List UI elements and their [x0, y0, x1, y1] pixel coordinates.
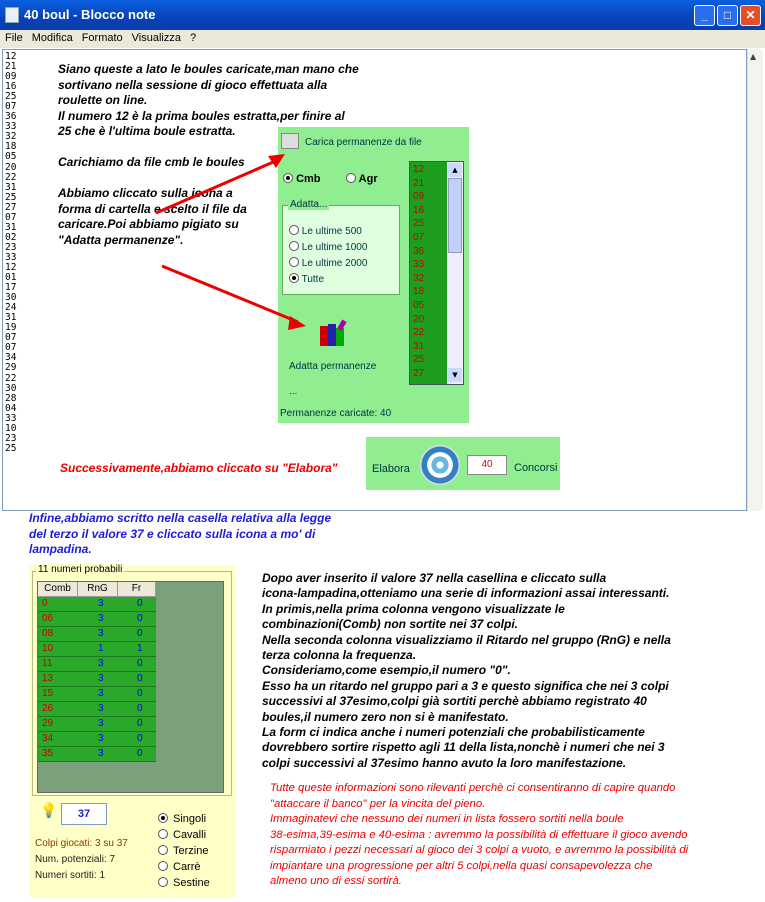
table-row[interactable] [38, 657, 223, 672]
table-row[interactable] [38, 732, 223, 747]
cell-fr: 0 [137, 598, 143, 609]
cell-fr: 0 [137, 733, 143, 744]
menu-formato[interactable]: Formato [81, 32, 123, 44]
number-line: 07 [5, 342, 17, 354]
intro-line: caricare.Poi abbiamo pigiato su [58, 217, 239, 231]
number-line: 28 [5, 392, 17, 404]
table-row[interactable] [38, 672, 223, 687]
list-item: 09 [413, 191, 425, 203]
cell-rng: 3 [98, 658, 104, 669]
loaded-count: Permanenze caricate: 40 [280, 408, 392, 419]
cell-rng: 3 [98, 748, 104, 759]
concorsi-label: Concorsi [514, 462, 558, 474]
cell-rng: 3 [98, 733, 104, 744]
intro-line: "Adatta permanenze". [58, 232, 184, 247]
list-item: 25 [413, 354, 425, 366]
col-comb[interactable]: Comb [38, 582, 78, 597]
numbers-column [5, 52, 25, 454]
list-item: 07 [413, 232, 425, 243]
explanation-line: colpi successivi al 37esimo hanno avuto la loro manifestazione. [262, 755, 627, 770]
radio-sestine[interactable] [158, 877, 210, 889]
number-line: 01 [5, 272, 17, 284]
red-notes-text [270, 781, 765, 890]
list-scrollbar[interactable] [447, 162, 463, 384]
explanation-line: boules,il numero zero non si è manifestato. [262, 709, 509, 724]
number-line: 36 [5, 111, 17, 123]
cell-rng: 3 [98, 598, 104, 609]
col-rng[interactable]: RnG [78, 582, 118, 597]
option-tutte[interactable]: Tutte [289, 273, 324, 285]
number-line: 24 [5, 302, 17, 314]
radio-circle [158, 861, 168, 871]
number-line: 07 [5, 211, 17, 223]
list-item: 16 [413, 204, 425, 216]
list-thumb[interactable] [448, 178, 462, 253]
red-line: Immaginatevi che nessuno dei numeri in lista fossero sortiti nella boule [270, 813, 624, 825]
radio-terzine[interactable] [158, 845, 208, 857]
form-group-label: 11 numeri probabili [38, 564, 123, 575]
list-item: 31 [413, 340, 425, 352]
cell-rng: 3 [98, 718, 104, 729]
cell-comb: 11 [42, 658, 53, 669]
number-line: 31 [5, 181, 17, 193]
radio-circle [158, 829, 168, 839]
cell-fr: 0 [137, 673, 143, 684]
cell-rng: 3 [98, 628, 104, 639]
number-line: 33 [5, 121, 17, 133]
number-line: 04 [5, 402, 17, 414]
radio-label: Cavalli [173, 829, 207, 841]
stat-line: Numeri sortiti: 1 [35, 870, 106, 881]
number-line: 29 [5, 362, 17, 374]
notepad-icon [5, 7, 19, 23]
number-line: 33 [5, 412, 17, 424]
red-line: risparmiato i pezzi necessari al gioco dei 3 colpi a vuoto, e avremmo la possibilità di [270, 844, 689, 856]
list-item: 22 [413, 327, 425, 339]
number-line: 23 [5, 241, 17, 253]
intro-line: Carichiamo da file cmb le boules [58, 155, 245, 169]
elabora-input[interactable]: 40 [467, 455, 507, 475]
radio-label: Carrè [173, 861, 201, 873]
list-item: 05 [413, 300, 425, 311]
step3-line: Infine,abbiamo scritto nella casella relativa alla legge [29, 511, 332, 525]
numbers-grid[interactable] [37, 581, 224, 793]
cell-comb: 10 [42, 643, 54, 654]
list-up-icon[interactable]: ▲ [448, 163, 462, 177]
number-line: 25 [5, 191, 17, 203]
number-line: 07 [5, 101, 17, 113]
table-row[interactable] [38, 612, 223, 627]
radio-label: Terzine [173, 845, 209, 857]
intro-line: Il numero 12 è la prima boules estratta,per finire al [58, 108, 345, 123]
red-line: almeno uno di essi sortirà. [270, 875, 402, 887]
close-button[interactable]: ✕ [740, 5, 761, 26]
maximize-button[interactable]: □ [717, 5, 738, 26]
cell-rng: 3 [98, 613, 104, 624]
red-line: impiantare una progressione per altri 5 colpi,nella quasi consapevolezza che [270, 859, 653, 872]
minimize-button[interactable]: _ [694, 5, 715, 26]
explanation-line: Esso ha un ritardo nel gruppo pari a 3 e questo significa che nei 3 colpi [262, 678, 669, 693]
list-item: 18 [413, 286, 425, 298]
number-line: 30 [5, 382, 17, 394]
red-line: "attaccare il banco" per la vincita del pieno. [270, 797, 486, 810]
option-500[interactable]: Le ultime 500 [289, 225, 362, 237]
list-item: 25 [413, 218, 425, 230]
option-2000[interactable]: Le ultime 2000 [289, 257, 367, 269]
cell-fr: 0 [137, 613, 143, 624]
number-line: 02 [5, 231, 17, 243]
arrow-head-icon [288, 316, 306, 330]
load-file-label[interactable]: Carica permanenze da file [305, 137, 422, 148]
ellipsis-label: ... [289, 386, 298, 397]
cell-comb: 34 [42, 733, 54, 744]
adapt-group-label: Adatta... [290, 199, 328, 210]
number-line: 25 [5, 442, 17, 454]
form-stats [35, 836, 128, 884]
number-line: 12 [5, 261, 17, 273]
cell-fr: 0 [137, 658, 143, 669]
cell-rng: 3 [98, 688, 104, 699]
option-1000[interactable]: Le ultime 1000 [289, 241, 367, 253]
explanation-line: combinazioni(Comb) non sortite nei 37 colpi. [262, 617, 519, 632]
arrow-head-icon [268, 154, 285, 168]
radio-circle [158, 813, 168, 823]
menu-help[interactable]: ? [190, 32, 197, 44]
window-title: 40 boul - Blocco note [24, 7, 156, 22]
number-line: 21 [5, 61, 17, 73]
cell-comb: 15 [42, 688, 54, 699]
radio-label: Singoli [173, 813, 207, 825]
arrows-overlay [150, 140, 340, 340]
table-row[interactable] [38, 747, 223, 762]
table-row[interactable] [38, 702, 223, 717]
number-line: 22 [5, 171, 17, 183]
cell-fr: 1 [137, 643, 143, 654]
title-bar [0, 0, 765, 30]
intro-line: 25 che è l'ultima boule estratta. [58, 124, 236, 138]
number-line: 18 [5, 141, 17, 153]
explanation-line: Consideriamo,come esempio,il numero "0". [262, 663, 511, 678]
table-row[interactable] [38, 597, 223, 612]
number-line: 31 [5, 221, 17, 233]
menu-file[interactable]: File [5, 32, 23, 44]
cell-fr: 0 [137, 628, 143, 639]
explanation-line: In primis,nella prima colonna vengono visualizzate le [262, 601, 565, 616]
list-item: 32 [413, 272, 425, 284]
table-row[interactable] [38, 627, 223, 642]
cell-comb: 06 [42, 613, 54, 624]
col-fr[interactable]: Fr [118, 582, 156, 597]
radio-cavalli[interactable] [158, 829, 206, 841]
explanation-line: terza colonna la frequenza. [262, 648, 417, 663]
table-row[interactable] [38, 642, 223, 657]
elabora-label[interactable]: Elabora [372, 463, 410, 475]
menu-visualizza[interactable]: Visualizza [131, 32, 181, 44]
step2-text: Successivamente,abbiamo cliccato su "Elabora" [60, 461, 338, 475]
number-line: 09 [5, 71, 17, 83]
number-line: 23 [5, 432, 17, 444]
menu-bar [0, 30, 765, 48]
step3-line: del terzo il valore 37 e cliccato sulla icona a mo' di [29, 526, 316, 541]
explanation-line: La form ci indica anche i numeri potenziali che probabilisticamente [262, 725, 645, 740]
explanation-line: Dopo aver inserito il valore 37 nella casellina e cliccato sulla [262, 571, 607, 585]
cell-rng: 3 [98, 673, 104, 684]
number-line: 22 [5, 372, 17, 384]
stat-line: Num. potenziali: 7 [35, 854, 116, 865]
table-row[interactable] [38, 717, 223, 732]
cell-rng: 1 [98, 643, 104, 654]
cell-comb: 29 [42, 718, 54, 729]
law-input[interactable]: 37 [61, 803, 107, 825]
radio-circle [158, 877, 168, 887]
cell-comb: 35 [42, 748, 54, 759]
number-line: 33 [5, 251, 17, 263]
red-line: Tutte queste informazioni sono rilevanti perchè ci consentiranno di capire quando [270, 782, 676, 794]
intro-line: sortivano nella sessione di gioco effettuata alla [58, 77, 328, 92]
intro-line: Siano queste a lato le boules caricate,man mano che [58, 62, 359, 76]
number-line: 19 [5, 322, 17, 334]
radio-label: Sestine [173, 877, 210, 889]
number-line: 27 [5, 201, 17, 213]
list-item: 21 [413, 177, 425, 189]
radio-singoli[interactable] [158, 813, 206, 825]
radio-agr[interactable]: Agr [346, 173, 378, 185]
cell-fr: 0 [137, 748, 143, 759]
number-line: 16 [5, 81, 17, 93]
number-line: 32 [5, 131, 17, 143]
step3-line: lampadina. [29, 542, 92, 556]
cell-comb: 0 [42, 598, 48, 609]
number-line: 30 [5, 292, 17, 304]
number-line: 10 [5, 422, 17, 434]
number-line: 20 [5, 161, 17, 173]
cell-comb: 08 [42, 628, 54, 639]
list-item: 20 [413, 313, 425, 325]
stat-line: Colpi giocati: 3 su 37 [35, 838, 128, 849]
number-line: 05 [5, 151, 17, 163]
cell-fr: 0 [137, 688, 143, 699]
editor-scrollbar[interactable] [747, 49, 763, 511]
cell-fr: 0 [137, 703, 143, 714]
explanation-line: dovrebbero sortire rispetto agli 11 della lista,nonchè i numeri che nei 3 [262, 740, 665, 755]
step3-text [29, 511, 369, 558]
number-line: 12 [5, 51, 17, 62]
lightbulb-icon[interactable]: 💡 [40, 803, 58, 819]
scroll-up-icon[interactable]: ▲ [750, 52, 757, 61]
number-line: 31 [5, 312, 17, 324]
number-line: 34 [5, 352, 17, 364]
target-icon[interactable] [420, 445, 460, 485]
list-item: 27 [413, 368, 425, 379]
radio-carrè[interactable] [158, 861, 201, 873]
radio-cmb[interactable]: Cmb [283, 173, 321, 185]
table-row[interactable] [38, 687, 223, 702]
intro-line: roulette on line. [58, 93, 148, 107]
list-item: 33 [413, 259, 425, 271]
explanation-line: icona-lampadina,otteniamo una serie di informazioni assai interessanti. [262, 586, 670, 601]
radio-circle [158, 845, 168, 855]
explanation-line: Nella seconda colonna visualizziamo il Ritardo nel gruppo (RnG) e nella [262, 632, 671, 647]
number-line: 17 [5, 282, 17, 294]
number-line: 25 [5, 91, 17, 103]
explanation-text [262, 571, 752, 771]
explanation-line: successivi al 37esimo,colpi già sortiti perchè abbiamo registrato 40 [262, 694, 647, 709]
red-line: 38-esima,39-esima e 40-esima : avremmo la possibilità di effettuare il gioco avendo [270, 828, 688, 841]
cell-rng: 3 [98, 703, 104, 714]
intro-line: forma di cartella e scelto il file da [58, 201, 247, 216]
intro-line: Abbiamo cliccato sulla icona a [58, 186, 233, 200]
cell-comb: 13 [42, 673, 54, 684]
list-item: 36 [413, 245, 425, 257]
adapt-button-label[interactable]: Adatta permanenze [289, 361, 377, 372]
cell-comb: 26 [42, 703, 54, 714]
menu-modifica[interactable]: Modifica [31, 32, 73, 44]
number-line: 07 [5, 332, 17, 344]
list-down-icon[interactable]: ▼ [448, 368, 462, 382]
cell-fr: 0 [137, 718, 143, 729]
list-item: 12 [413, 164, 425, 175]
